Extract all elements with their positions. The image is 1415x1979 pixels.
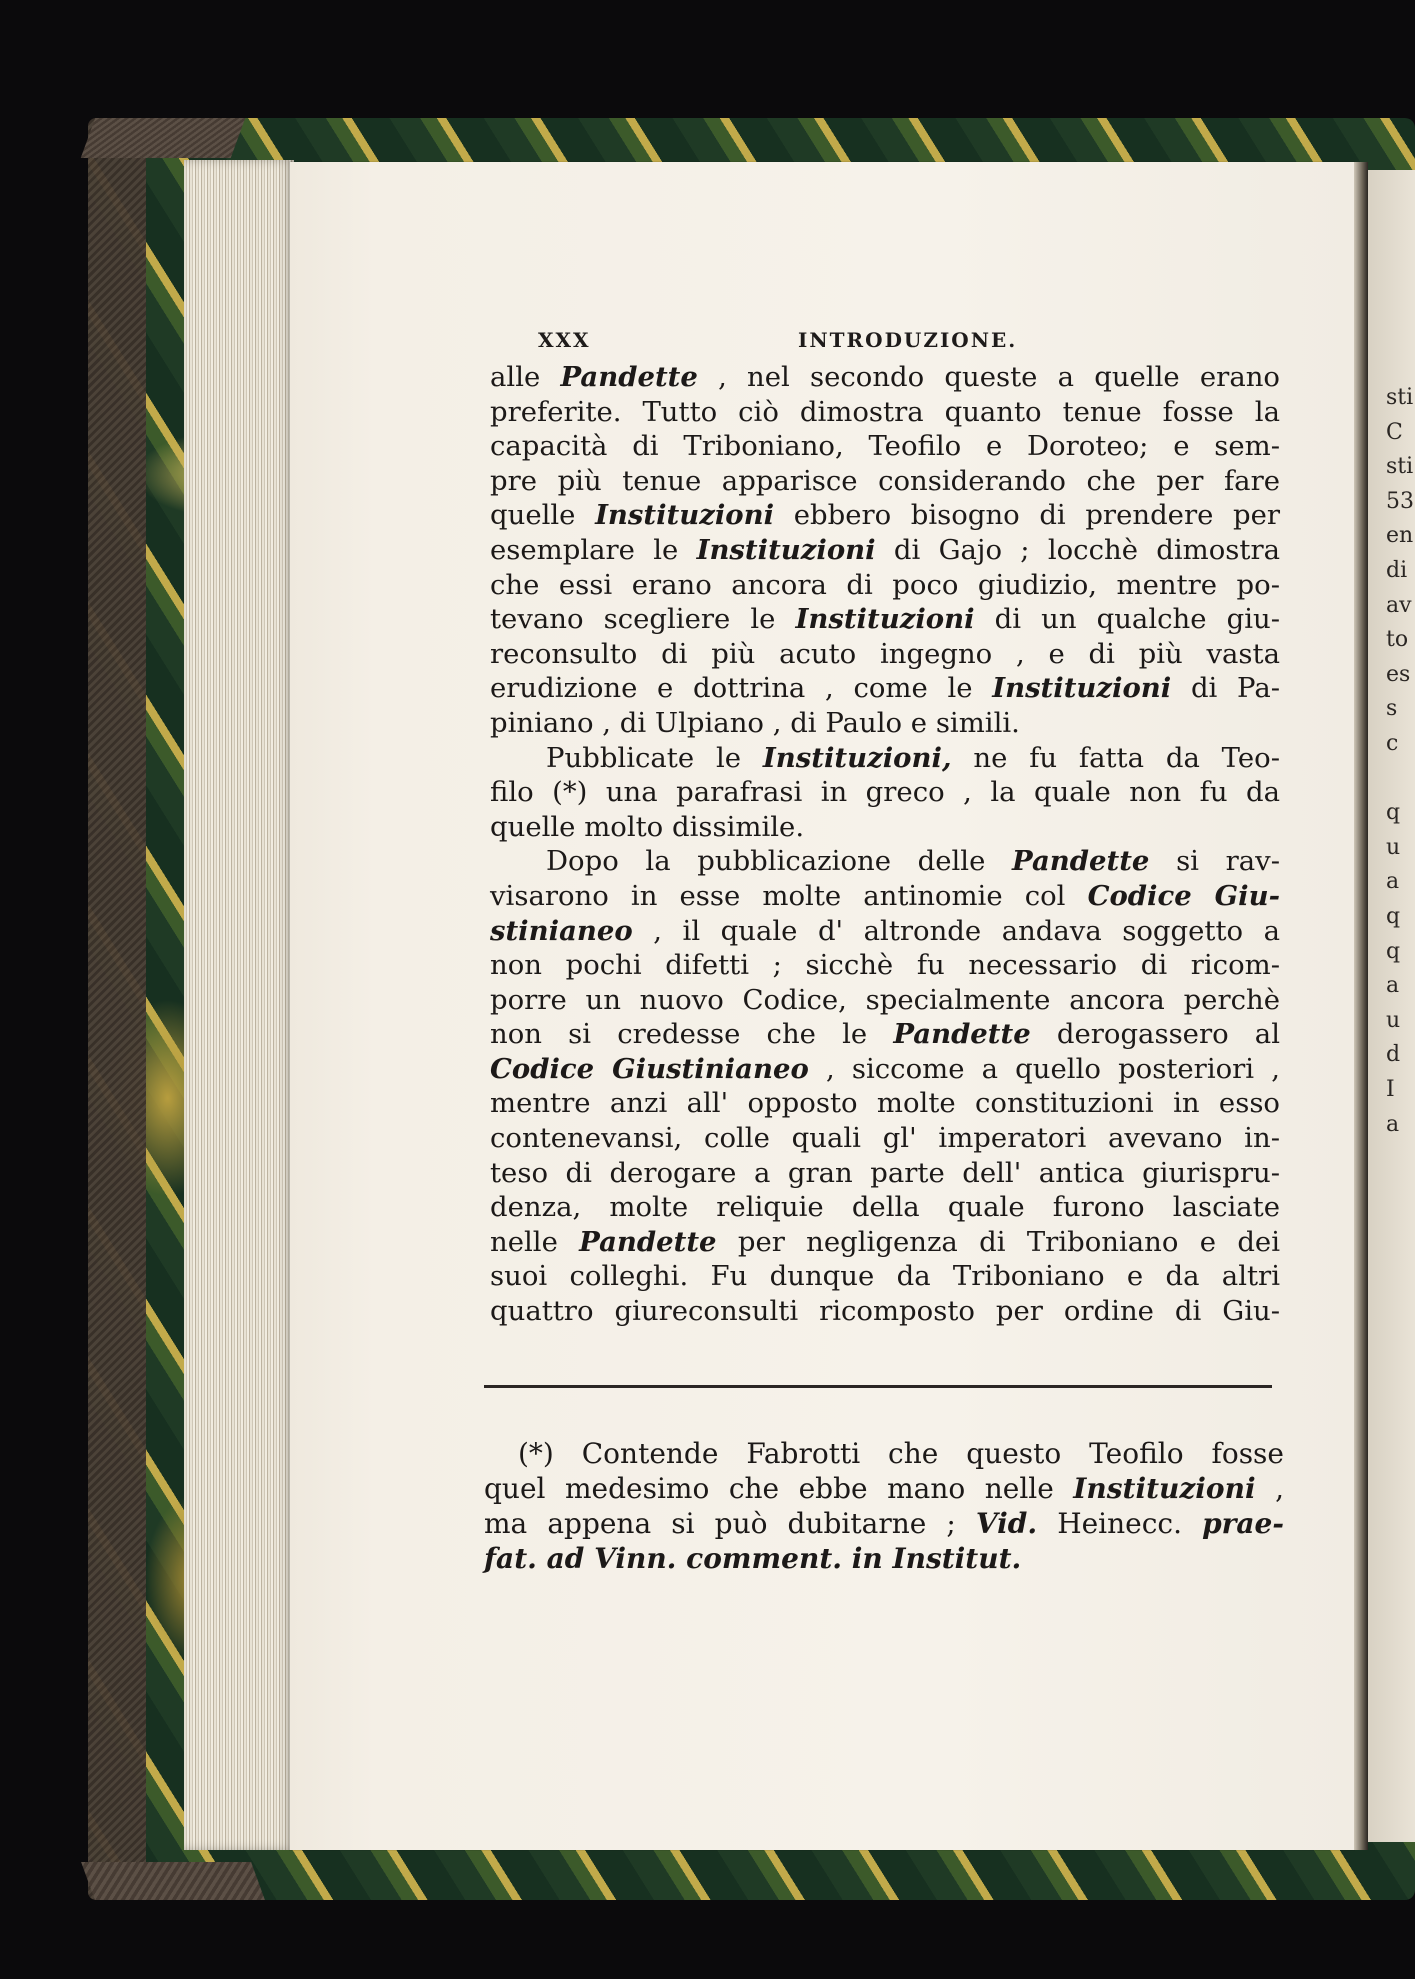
- text-run: che essi erano ancora di poco giudizio, mentre po-: [490, 568, 1280, 601]
- text-run: erudizione e dottrina , come le: [490, 672, 993, 705]
- facing-page-fragment: sti: [1386, 385, 1414, 410]
- text-run: piniano , di Ulpiano , di Paulo e simili.: [490, 706, 1020, 739]
- text-run: suoi colleghi. Fu dunque da Triboniano e da altri: [490, 1260, 1280, 1293]
- facing-page-fragment: sti: [1386, 454, 1414, 480]
- facing-page-fragment: u: [1386, 834, 1401, 860]
- body-line: [490, 914, 1280, 949]
- text-run: , il quale d' altronde andava soggetto a: [632, 914, 1280, 947]
- facing-page-fragment: d: [1386, 1042, 1401, 1068]
- text-run: pre più tenue apparisce considerando che per fare: [490, 464, 1280, 497]
- italic-text: fat. ad Vinn. comment. in Institut.: [484, 1542, 1022, 1575]
- text-run: esemplare le: [490, 533, 697, 566]
- text-run: ebbero bisogno di prendere per: [774, 499, 1280, 532]
- italic-text: Pandette: [893, 1018, 1031, 1051]
- body-line: [490, 1017, 1280, 1052]
- body-line: [490, 1225, 1280, 1260]
- text-run: di un qualche giu-: [974, 603, 1280, 636]
- footnote-line: [484, 1471, 1284, 1506]
- body-line: [490, 395, 1280, 430]
- body-line: [490, 637, 1280, 672]
- text-run: denza, molte reliquie della quale furono lasciate: [490, 1191, 1280, 1224]
- italic-text: Instituzioni: [696, 533, 876, 566]
- text-run: porre un nuovo Codice, specialmente ancora perchè: [490, 983, 1280, 1016]
- italic-text: Pandette: [579, 1225, 717, 1258]
- body-line: [490, 1156, 1280, 1191]
- body-line: [490, 602, 1280, 637]
- text-run: alle: [490, 361, 561, 393]
- body-line: [490, 1259, 1280, 1294]
- page-number: XXX: [538, 328, 591, 352]
- facing-page-fragment: di: [1386, 558, 1408, 583]
- text-run: ne fu fatta da Teo-: [951, 741, 1281, 774]
- text-run: mentre anzi all' opposto molte constituzioni in esso: [490, 1087, 1280, 1120]
- text-run: teso di derogare a gran parte dell' antica giurispru-: [490, 1156, 1280, 1189]
- footnote-line: [484, 1506, 1284, 1541]
- body-line: [490, 1052, 1280, 1087]
- body-line: [490, 464, 1280, 499]
- body-line: [490, 1190, 1280, 1225]
- italic-text: Instituzioni: [795, 603, 975, 636]
- italic-text: Instituzioni: [1073, 1472, 1256, 1505]
- text-run: preferite. Tutto ciò dimostra quanto tenue fosse la: [490, 395, 1280, 428]
- leather-corner-top: [81, 118, 246, 158]
- text-run: derogassero al: [1030, 1018, 1280, 1051]
- text-run: non pochi difetti ; sicchè fu necessario di ricom-: [490, 949, 1280, 982]
- page-gutter: [1354, 162, 1368, 1850]
- facing-page-fragment: es: [1386, 661, 1411, 687]
- text-run: tevano scegliere le: [490, 603, 796, 636]
- facing-page-fragment: to: [1386, 627, 1409, 653]
- text-run: ,: [1255, 1472, 1284, 1505]
- facing-page-fragment: I: [1386, 1077, 1395, 1102]
- facing-page-fragment: av: [1386, 592, 1412, 618]
- footnote: [484, 1436, 1284, 1576]
- body-line: [490, 671, 1280, 706]
- facing-page-fragment: q: [1386, 800, 1401, 826]
- leather-spine: [88, 118, 146, 1900]
- italic-text: prae-: [1202, 1507, 1284, 1540]
- text-run: nelle: [490, 1225, 580, 1258]
- body-line: [490, 948, 1280, 983]
- body-line: [490, 775, 1280, 810]
- text-run: si rav-: [1149, 845, 1280, 878]
- body-line: [490, 360, 1280, 395]
- italic-text: Pandette: [1012, 845, 1150, 878]
- facing-page: [1368, 170, 1415, 1842]
- facing-page-fragment: a: [1386, 973, 1400, 999]
- italic-text: Instituzioni: [595, 499, 775, 532]
- text-run: quel medesimo che ebbe mano nelle: [484, 1472, 1074, 1505]
- text-run: quattro giureconsulti ricomposto per ordine di Giu-: [490, 1295, 1280, 1328]
- footnote-line: [484, 1541, 1284, 1576]
- text-run: Pubblicate le: [546, 741, 763, 774]
- italic-text: Pandette: [560, 361, 698, 393]
- text-run: per negligenza di Triboniano e dei: [716, 1225, 1280, 1258]
- text-run: contenevansi, colle quali gl' imperatori avevano in-: [490, 1122, 1280, 1155]
- body-line: [490, 568, 1280, 603]
- italic-text: Instituzioni,: [762, 741, 952, 774]
- text-run: quelle: [490, 499, 596, 532]
- body-line: [490, 741, 1280, 776]
- italic-text: Vid.: [975, 1507, 1038, 1540]
- running-head: [538, 328, 1298, 364]
- facing-page-fragment: en: [1386, 523, 1414, 549]
- body-line: [490, 498, 1280, 533]
- facing-page-fragment: q: [1386, 904, 1401, 929]
- italic-text: stinianeo: [490, 914, 633, 947]
- body-line: [490, 429, 1280, 464]
- body-line: [490, 706, 1280, 741]
- body-line: [490, 1294, 1280, 1329]
- facing-page-fragment: a: [1386, 869, 1400, 895]
- facing-page-fragment: q: [1386, 938, 1401, 964]
- italic-text: Instituzioni: [992, 672, 1172, 705]
- text-run: , nel secondo queste a quelle erano: [697, 361, 1280, 393]
- text-run: reconsulto di più acuto ingegno , e di più vasta: [490, 637, 1280, 670]
- facing-page-fragment: a: [1386, 1111, 1400, 1137]
- text-run: , siccome a quello posteriori ,: [808, 1052, 1281, 1085]
- text-run: visarono in esse molte antinomie col: [490, 879, 1088, 912]
- italic-text: Codice Giu-: [1087, 879, 1280, 912]
- footnote-line: [484, 1436, 1284, 1471]
- facing-page-fragment: 53: [1386, 488, 1414, 514]
- footnote-rule: [484, 1385, 1272, 1388]
- text-run: Dopo la pubblicazione delle: [546, 845, 1013, 878]
- main-text: [490, 360, 1280, 1329]
- facing-page-fragment: s: [1386, 696, 1398, 722]
- text-run: non si credesse che le: [490, 1018, 894, 1051]
- facing-page-fragment: u: [1386, 1007, 1401, 1033]
- text-run: quelle molto dissimile.: [490, 810, 805, 843]
- facing-page-fragment: C: [1386, 419, 1403, 445]
- body-line: [490, 983, 1280, 1018]
- facing-page-fragment: c: [1386, 731, 1399, 756]
- body-line: [490, 1086, 1280, 1121]
- leather-corner-bottom: [81, 1862, 265, 1900]
- text-run: Heinecc.: [1037, 1507, 1203, 1540]
- text-run: ma appena si può dubitarne ;: [484, 1507, 976, 1540]
- body-line: [490, 844, 1280, 879]
- body-line: [490, 879, 1280, 914]
- body-line: [490, 1121, 1280, 1156]
- page-edges: [184, 160, 294, 1850]
- text-run: di Gajo ; locchè dimostra: [875, 533, 1280, 566]
- text-run: capacità di Triboniano, Teofilo e Doroteo; e sem-: [490, 430, 1280, 463]
- body-line: [490, 810, 1280, 845]
- body-line: [490, 533, 1280, 568]
- text-run: (*) Contende Fabrotti che questo Teofilo fosse: [518, 1437, 1284, 1470]
- running-title: INTRODUZIONE.: [798, 328, 1018, 352]
- italic-text: Codice Giustinianeo: [490, 1052, 809, 1085]
- text-run: filo (*) una parafrasi in greco , la quale non fu da: [490, 776, 1280, 809]
- text-run: di Pa-: [1171, 672, 1281, 705]
